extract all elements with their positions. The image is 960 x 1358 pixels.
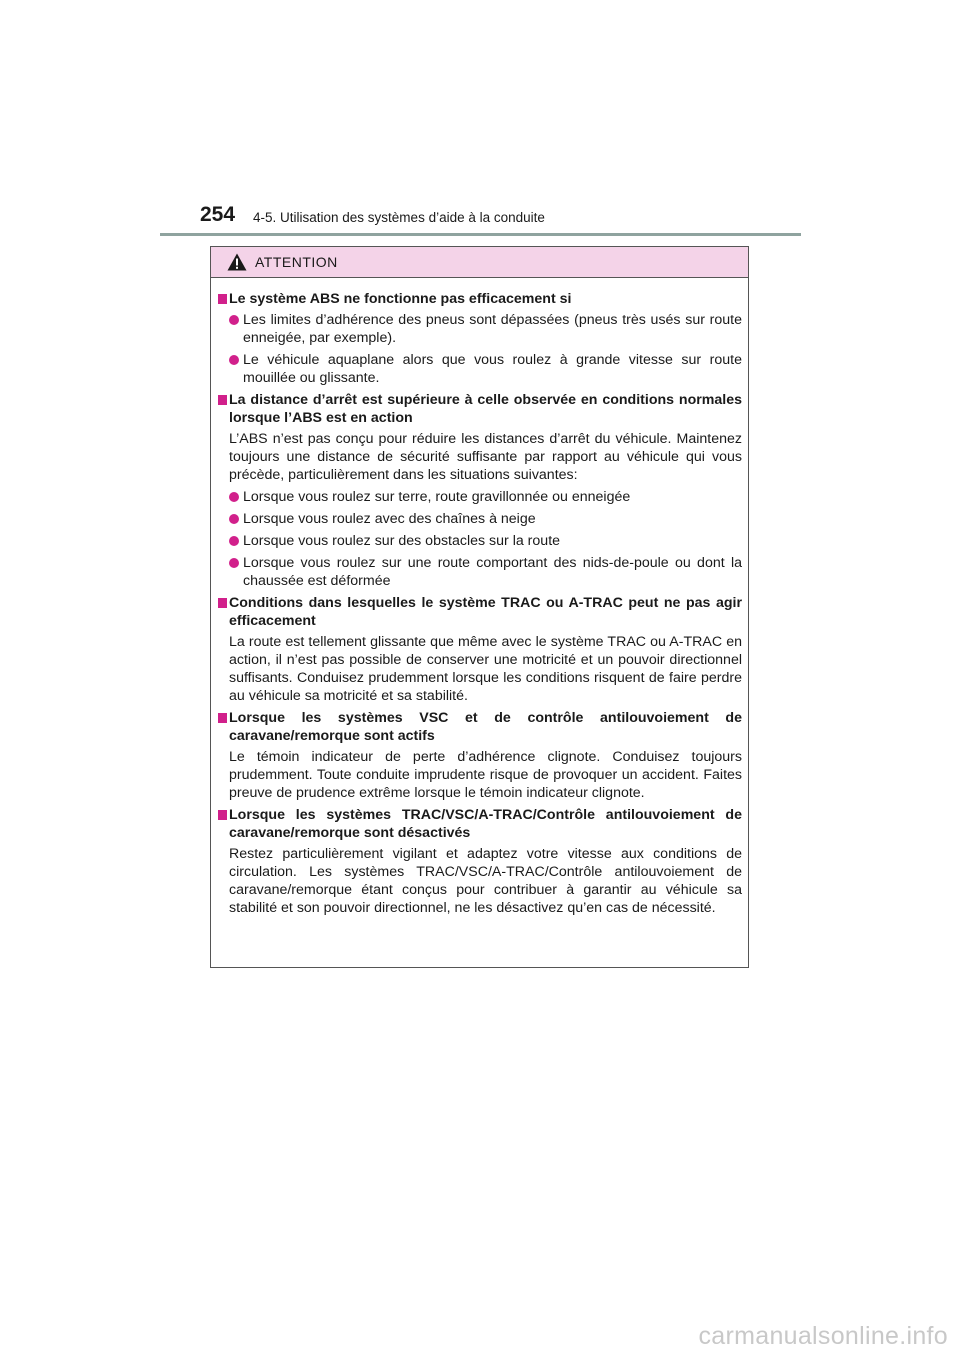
list-item-text: Lorsque vous roulez avec des chaînes à neige: [243, 511, 536, 527]
section-text: Le témoin indicateur de perte d’adhérence clignote. Conduisez toujours prudemment. Toute conduite imprudente risque de provoquer un accident. Faites preuve de prudence extrême lorsque le témoin indicateur clignote.: [229, 749, 742, 801]
list-item: [218, 532, 742, 550]
square-bullet-icon: [218, 598, 227, 608]
square-bullet-icon: [218, 713, 227, 723]
warning-triangle-icon: [227, 253, 247, 271]
section-text: La route est tellement glissante que même avec le système TRAC ou A-TRAC en action, il n’est pas possible de conserver une motricité et un pouvoir directionnel suffisants. Conduisez prudemment lorsque les conditions risquent de faire perdre au véhicule sa motricité et sa stabilité.: [229, 634, 742, 704]
circle-bullet-icon: [229, 492, 239, 502]
list-item: [218, 510, 742, 528]
chapter-title: 4-5. Utilisation des systèmes d’aide à la conduite: [253, 210, 545, 225]
section-vsc-active: [218, 709, 742, 802]
warning-title: ATTENTION: [255, 254, 338, 270]
list-item: [218, 351, 742, 387]
circle-bullet-icon: [229, 536, 239, 546]
section-heading-text: Lorsque les systèmes TRAC/VSC/A-TRAC/Contrôle antilouvoiement de caravane/remorque sont désactivés: [229, 807, 742, 841]
section-stopping-distance: [218, 391, 742, 590]
section-text: Restez particulièrement vigilant et adaptez votre vitesse aux conditions de circulation. Les systèmes TRAC/VSC/A-TRAC/Contrôle antilouvoiement de caravane/remorque étant conçus pour contribuer à garantir au véhicule sa stabilité et son pouvoir directionnel, ne les désactivez qu’en cas de nécessité.: [229, 846, 742, 916]
warning-body: [211, 278, 748, 917]
section-heading-text: La distance d’arrêt est supérieure à celle observée en conditions normales lorsque l’ABS est en action: [229, 392, 742, 426]
section-heading-text: Conditions dans lesquelles le système TRAC ou A-TRAC peut ne pas agir efficacement: [229, 595, 742, 629]
watermark: carmanualsonline.info: [698, 1322, 948, 1350]
circle-bullet-icon: [229, 558, 239, 568]
section-heading-text: Le système ABS ne fonctionne pas efficacement si: [229, 291, 572, 307]
circle-bullet-icon: [229, 514, 239, 524]
section-heading: [218, 391, 742, 427]
list-item: [218, 311, 742, 347]
list-item-text: Lorsque vous roulez sur des obstacles sur la route: [243, 533, 561, 549]
list-item: [218, 488, 742, 506]
section-heading: [218, 709, 742, 745]
section-heading: [218, 290, 742, 308]
list-item: [218, 554, 742, 590]
square-bullet-icon: [218, 395, 227, 405]
header-divider: [160, 233, 801, 236]
square-bullet-icon: [218, 810, 227, 820]
list-item-text: Lorsque vous roulez sur terre, route gravillonnée ou enneigée: [243, 489, 631, 505]
section-heading-text: Lorsque les systèmes VSC et de contrôle antilouvoiement de caravane/remorque sont actifs: [229, 710, 742, 744]
list-item-text: Le véhicule aquaplane alors que vous roulez à grande vitesse sur route mouillée ou glissante.: [243, 352, 742, 386]
circle-bullet-icon: [229, 315, 239, 325]
circle-bullet-icon: [229, 355, 239, 365]
section-heading: [218, 806, 742, 842]
section-heading: [218, 594, 742, 630]
section-text: L’ABS n’est pas conçu pour réduire les distances d’arrêt du véhicule. Maintenez toujours une distance de sécurité suffisante par rapport au véhicule qui vous précède, particulièrement dans les situations suivantes:: [229, 431, 742, 483]
square-bullet-icon: [218, 294, 227, 304]
section-abs-inefficient: [218, 290, 742, 387]
warning-header: [211, 247, 748, 278]
warning-box: [210, 246, 749, 968]
section-systems-disabled: [218, 806, 742, 917]
page-header: [160, 203, 800, 231]
section-trac-inefficient: [218, 594, 742, 705]
list-item-text: Lorsque vous roulez sur une route comportant des nids-de-poule ou dont la chaussée est déformée: [243, 555, 742, 589]
page-number: 254: [200, 203, 236, 226]
list-item-text: Les limites d’adhérence des pneus sont dépassées (pneus très usés sur route enneigée, par exemple).: [243, 312, 742, 346]
